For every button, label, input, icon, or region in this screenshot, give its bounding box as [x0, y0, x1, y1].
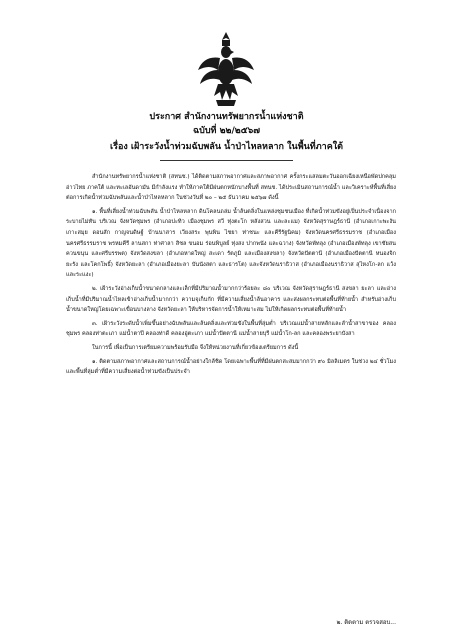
- announcement-body: [66, 172, 396, 381]
- intro-paragraph: สำนักงานทรัพยากรน้ำแห่งชาติ (สทนช.) ได้ติดตามสภาพอากาศและสภาพอากาศ ครั้งกระแสลมตะวันออกเฉียงเหนือพัดปกคลุมอ่าวไทย ภาคใต้ และทะเลอันดามัน มีกำลังแรง ทำให้ภาคใต้มีฝนตกหนักบางพื้นที่ สทนช. ได้ประเมินสถานการณ์น้ำ และวิเคราะห์พื้นที่เสี่ยงต่อการเกิดน้ำท่วมฉับพลันและน้ำป่าไหลหลาก ในช่วงวันที่ ๒๐ – ๒๕ ธันวาคม ๒๕๖๗ ดังนี้: [66, 174, 396, 202]
- item-3-paragraph: ๓. เฝ้าระวังระดับน้ำเพิ่มขึ้นอย่างฉับพลันและล้นตลิ่งและท่วมขังในพื้นที่ลุ่มต่ำ บริเวณแม่น้ำสายหลักและลำน้ำสาขาของ คลองชุมพร คลองท่าตะเภา แม่น้ำตาปี คลองท่าดี คลองอู่ตะเภา แม่น้ำปัตตานี แม่น้ำสายบุรี แม่น้ำโก-ลก และคลองพระยาบังสา: [66, 320, 396, 338]
- continuation-marker: ๒. ติดตาม ตรวจสอบ...: [336, 619, 396, 626]
- closing-paragraph: ในการนี้ เพื่อเป็นการเตรียมความพร้อมรับมือ จึงให้หน่วยงานที่เกี่ยวข้องเตรียมการ ดังนี้: [92, 344, 299, 351]
- title-divider: [160, 160, 293, 161]
- action-1-paragraph: ๑. ติดตามสภาพอากาศและสถานการณ์น้ำอย่างใกล้ชิด โดยเฉพาะพื้นที่ที่มีฝนตกสะสมมากกว่า ๙๐ มิลลิเมตร ในช่วง ๒๔ ชั่วโมง และพื้นที่ลุ่มต่ำที่มีความเสี่ยงต่อน้ำท่วมขังเป็นประจำ: [66, 358, 396, 376]
- item-2-paragraph: ๒. เฝ้าระวังอ่างเก็บน้ำขนาดกลางและเล็กที่มีปริมาณน้ำมากกว่าร้อยละ ๘๐ บริเวณ จังหวัดสุราษฎร์ธานี สงขลา ยะลา และอ่างเก็บน้ำที่มีปริมาณน้ำไหลเข้าอ่างเก็บน้ำมากกว่า ความจุเก็บกัก ที่มีความเสี่ยงน้ำล้นอาคาร และส่งผลกระทบต่อพื้นที่ท้ายน้ำ สำหรับอ่างเก็บน้ำขนาดใหญ่โดยเฉพาะเขื่อนบางลาง จังหวัดยะลา ให้บริหารจัดการน้ำให้เหมาะสม ไม่ให้เกิดผลกระทบต่อพื้นที่ท้ายน้ำ: [66, 285, 396, 314]
- announcement-title: ประกาศ สำนักงานทรัพยากรน้ำแห่งชาติ: [149, 112, 304, 122]
- garuda-emblem-icon: [196, 30, 256, 108]
- item-1-paragraph: ๑. พื้นที่เสี่ยงน้ำท่วมฉับพลัน น้ำป่าไหลหลาก ดินโคลนถล่ม น้ำล้นตลิ่งในแหล่งชุมชนเมือง ที่เกิดน้ำท่วมขังอยู่เป็นประจำเนื่องจากระบายไม่ทัน บริเวณ จังหวัดชุมพร (อำเภอปะทิว เมืองชุมพร สวี ทุ่งตะโก หลังสวน และละแม) จังหวัดสุราษฎร์ธานี (อำเภอเกาะพะงัน เกาะสมุย ดอนสัก กาญจนดิษฐ์ บ้านนาสาร เวียงสระ พุนพิน ไชยา ท่าชนะ และคีรีรัฐนิคม) จังหวัดนครศรีธรรมราช (อำเภอเมืองนครศรีธรรมราช พรหมคีรี ลานสกา ท่าศาลา สิชล ขนอม ร่อนพิบูลย์ ทุ่งสง ปากพนัง และฉวาง) จังหวัดพัทลุง (อำเภอเมืองพัทลุง เขาชัยสน ควนขนุน และศรีบรรพต) จังหวัดสงขลา (อำเภอหาดใหญ่ สะเดา รัตภูมิ และเมืองสงขลา) จังหวัดปัตตานี (อำเภอเมืองปัตตานี หนองจิก ยะรัง และโคกโพธิ์) จังหวัดยะลา (อำเภอเมืองยะลา บันนังสตา และธารโต) และจังหวัดนราธิวาส (อำเภอเมืองนราธิวาส สุไหงโก-ลก แว้ง และระแงะ): [66, 208, 396, 279]
- announcement-number: ฉบับที่ ๒๒/๒๕๖๗: [193, 126, 260, 136]
- announcement-subject: เรื่อง เฝ้าระวังน้ำท่วมฉับพลัน น้ำป่าไหลหลาก ในพื้นที่ภาคใต้: [110, 142, 343, 152]
